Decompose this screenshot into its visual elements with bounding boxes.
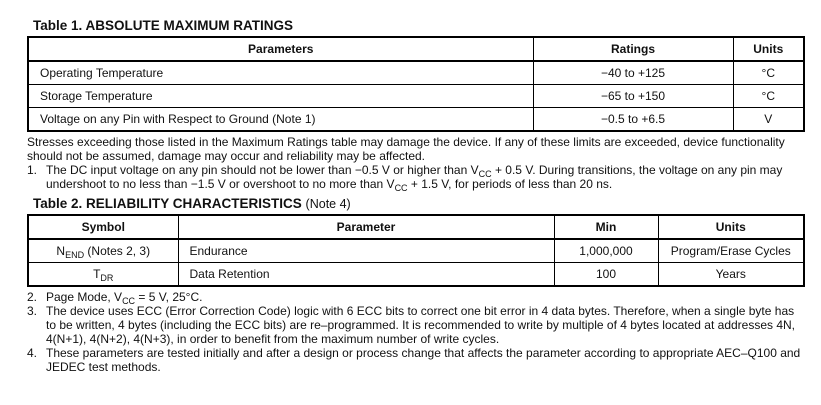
header-parameters: Parameters [28,37,533,61]
note-number: 4. [27,346,38,360]
header-units: Units [733,37,804,61]
symbol-cell: $N_{END}$ (Notes 2, 3) [28,239,178,263]
table2-title-note: (Note 4) [305,197,351,211]
parameter-cell: Voltage on any Pin with Respect to Ground (Note 1) [28,108,533,132]
table-row [28,239,804,263]
unit-cell: °C [733,61,804,85]
min-cell: 100 [554,263,658,287]
table-row [28,108,804,132]
header-parameter: Parameter [178,215,554,239]
table-row [28,85,804,108]
parameter-cell: Data Retention [178,263,554,287]
unit-cell: Years [658,263,804,287]
header-units: Units [658,215,804,239]
note-3 [27,304,803,346]
rating-cell: −0.5 to +6.5 [533,108,733,132]
note-text: The DC input voltage on any pin should not be lower than −0.5 V or higher than $V_{CC} + 0.5$ V. During transitions, the voltage on any pin may undershoot to no less than −1.5 V or overshoot to no more than $V_{CC} + 1.5$ V, for periods of less than 20 ns. [46,163,783,193]
table1-title: Table 1. ABSOLUTE MAXIMUM RATINGS [33,18,294,33]
datasheet-page [27,18,803,374]
stress-statement: Stresses exceeding those listed in the Maximum Ratings table may damage the device. If any of these limits are exceeded, device functionality should not be assumed, damage may occur and reliability may be affected. [27,135,785,163]
note-1 [27,163,803,191]
note-number: 3. [27,304,38,318]
reliability-characteristics-table [27,214,805,287]
unit-cell: Program/Erase Cycles [658,239,804,263]
rating-cell: −65 to +150 [533,85,733,108]
unit-cell: °C [733,85,804,108]
header-symbol: Symbol [28,215,178,239]
table2-title: Table 2. RELIABILITY CHARACTERISTICS (Note 4) [33,196,351,211]
note-4 [27,346,803,374]
table-row [28,61,804,85]
parameter-cell: Endurance [178,239,554,263]
table-header-row [28,37,804,61]
rating-cell: −40 to +125 [533,61,733,85]
table-header-row [28,215,804,239]
table1-notes [27,135,803,191]
min-cell: 1,000,000 [554,239,658,263]
note-text: The device uses ECC (Error Correction Code) logic with 6 ECC bits to correct one bit error in 4 data bytes. Therefore, when a single byte has to be written, 4 bytes (including the ECC bits) are re–programmed. It is recommended to write by multiple of 4 bytes located at addresses 4N, 4(N+1), 4(N+2), 4(N+3), in order to benefit from the maximum number of write cycles. [46,304,796,346]
parameter-cell: Operating Temperature [28,61,533,85]
note-text: Page Mode, $V_{CC} = 5$ V, 25°C. [46,290,203,306]
header-min: Min [554,215,658,239]
absolute-maximum-ratings-table [27,36,805,132]
note-text: These parameters are tested initially and after a design or process change that affects the parameter according to appropriate AEC–Q100 and JEDEC test methods. [46,346,801,374]
parameter-cell: Storage Temperature [28,85,533,108]
table-row [28,263,804,287]
note-number: 2. [27,290,38,304]
note-2 [27,290,803,304]
unit-cell: V [733,108,804,132]
symbol-cell: $T_{DR}$ [28,263,178,287]
header-ratings: Ratings [533,37,733,61]
note-number: 1. [27,163,38,177]
table2-notes [27,290,803,374]
